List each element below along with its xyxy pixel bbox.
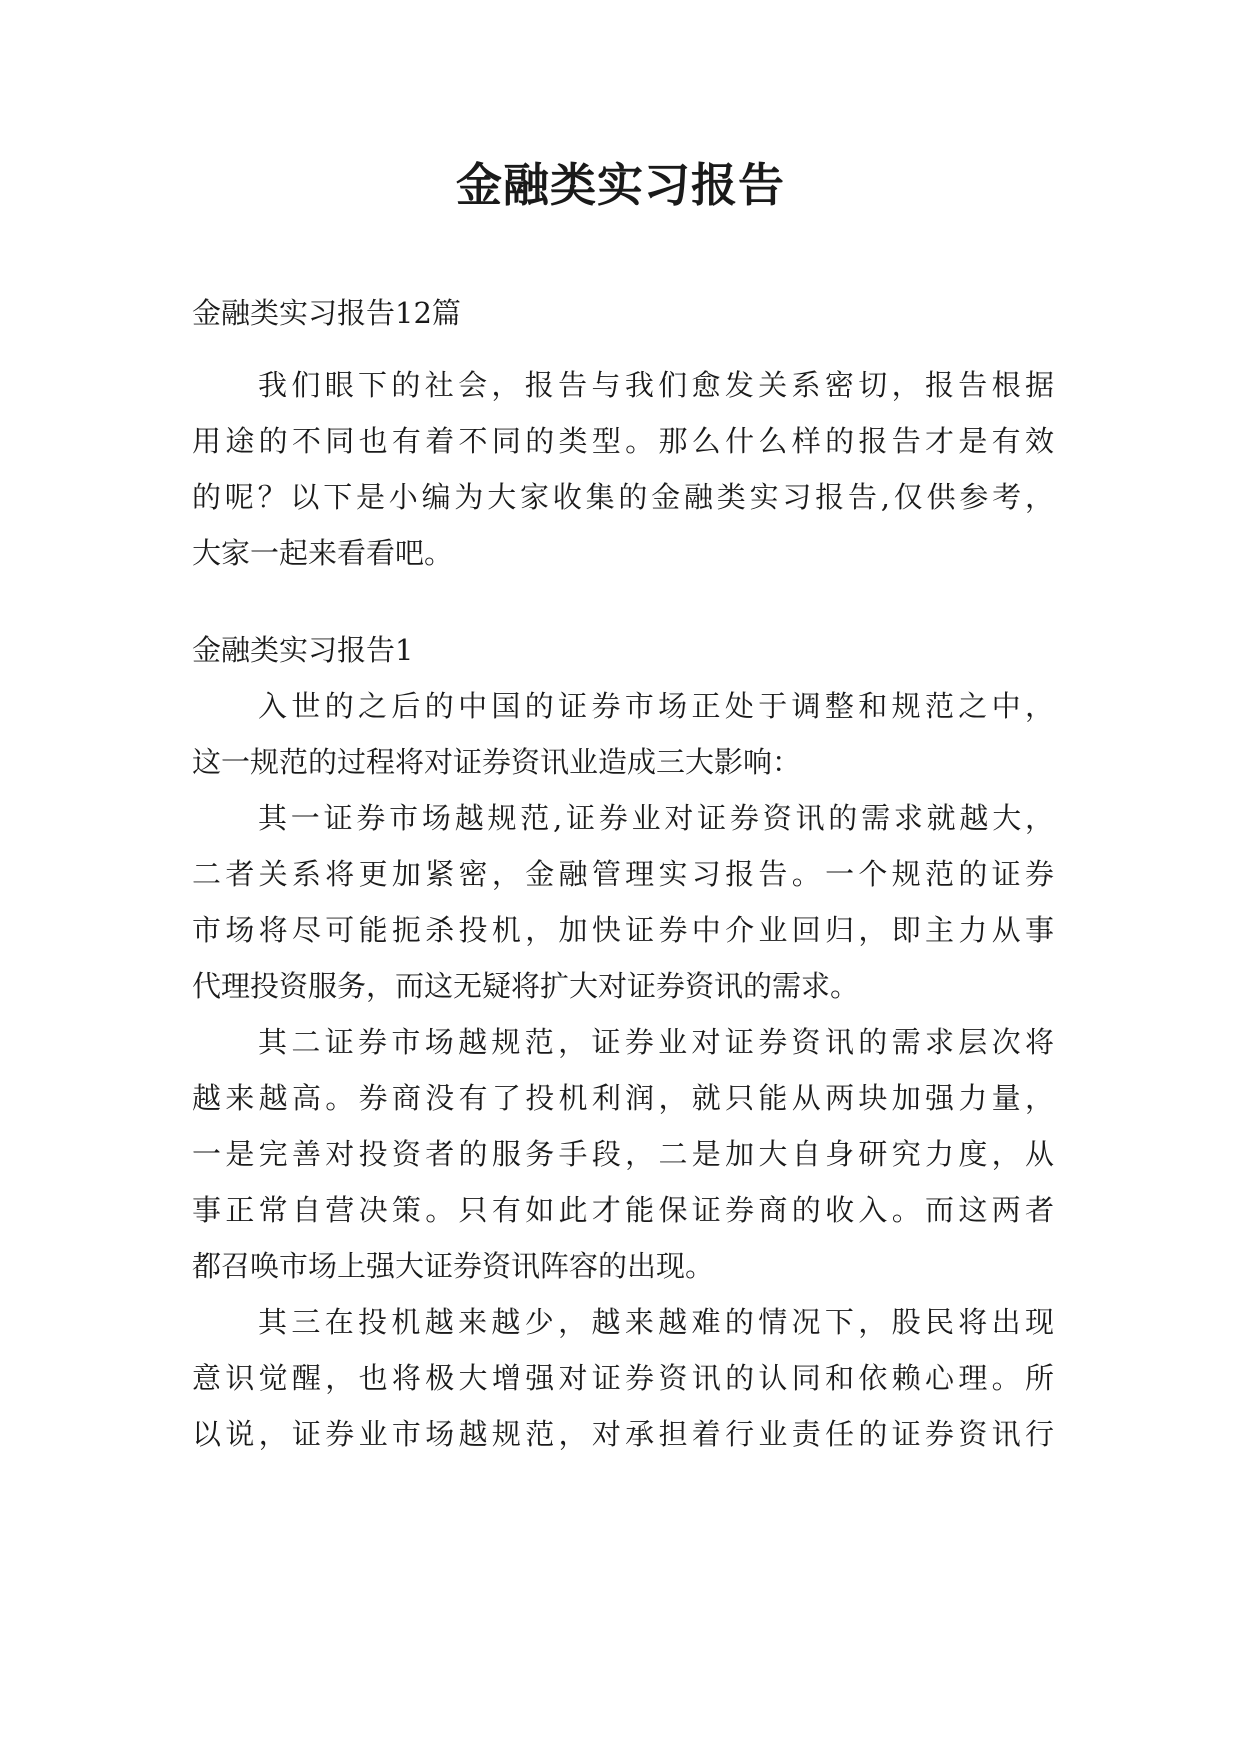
paragraph-line: 以说，证券业市场越规范，对承担着行业责任的证券资讯行 bbox=[192, 1417, 1054, 1451]
paragraph-line: 市场将尽可能扼杀投机，加快证券中介业回归，即主力从事 bbox=[192, 913, 1054, 947]
paragraph-line: 其一证券市场越规范,证券业对证券资讯的需求就越大， bbox=[258, 801, 1054, 835]
paragraph-line: 意识觉醒，也将极大增强对证券资讯的认同和依赖心理。所 bbox=[192, 1361, 1054, 1395]
section-heading: 金融类实习报告1 bbox=[192, 633, 414, 667]
paragraph-line: 都召唤市场上强大证券资讯阵容的出现。 bbox=[192, 1249, 715, 1283]
paragraph-line: 越来越高。券商没有了投机利润，就只能从两块加强力量， bbox=[192, 1081, 1054, 1115]
document-title: 金融类实习报告 bbox=[456, 158, 785, 212]
intro-line: 的呢？以下是小编为大家收集的金融类实习报告,仅供参考， bbox=[192, 480, 1054, 514]
paragraph-line: 其二证券市场越规范，证券业对证券资讯的需求层次将 bbox=[258, 1025, 1054, 1059]
document-subtitle: 金融类实习报告12篇 bbox=[192, 296, 461, 330]
paragraph-line: 代理投资服务，而这无疑将扩大对证券资讯的需求。 bbox=[192, 969, 860, 1003]
paragraph-line: 入世的之后的中国的证券市场正处于调整和规范之中， bbox=[258, 689, 1054, 723]
paragraph-line: 二者关系将更加紧密，金融管理实习报告。一个规范的证券 bbox=[192, 857, 1054, 891]
paragraph-line: 其三在投机越来越少，越来越难的情况下，股民将出现 bbox=[258, 1305, 1054, 1339]
paragraph-line: 这一规范的过程将对证券资讯业造成三大影响： bbox=[192, 745, 802, 779]
paragraph-line: 事正常自营决策。只有如此才能保证券商的收入。而这两者 bbox=[192, 1193, 1054, 1227]
intro-line: 我们眼下的社会，报告与我们愈发关系密切，报告根据 bbox=[258, 368, 1054, 402]
paragraph-line: 一是完善对投资者的服务手段，二是加大自身研究力度，从 bbox=[192, 1137, 1054, 1171]
intro-line: 大家一起来看看吧。 bbox=[192, 536, 454, 570]
intro-line: 用途的不同也有着不同的类型。那么什么样的报告才是有效 bbox=[192, 424, 1054, 458]
